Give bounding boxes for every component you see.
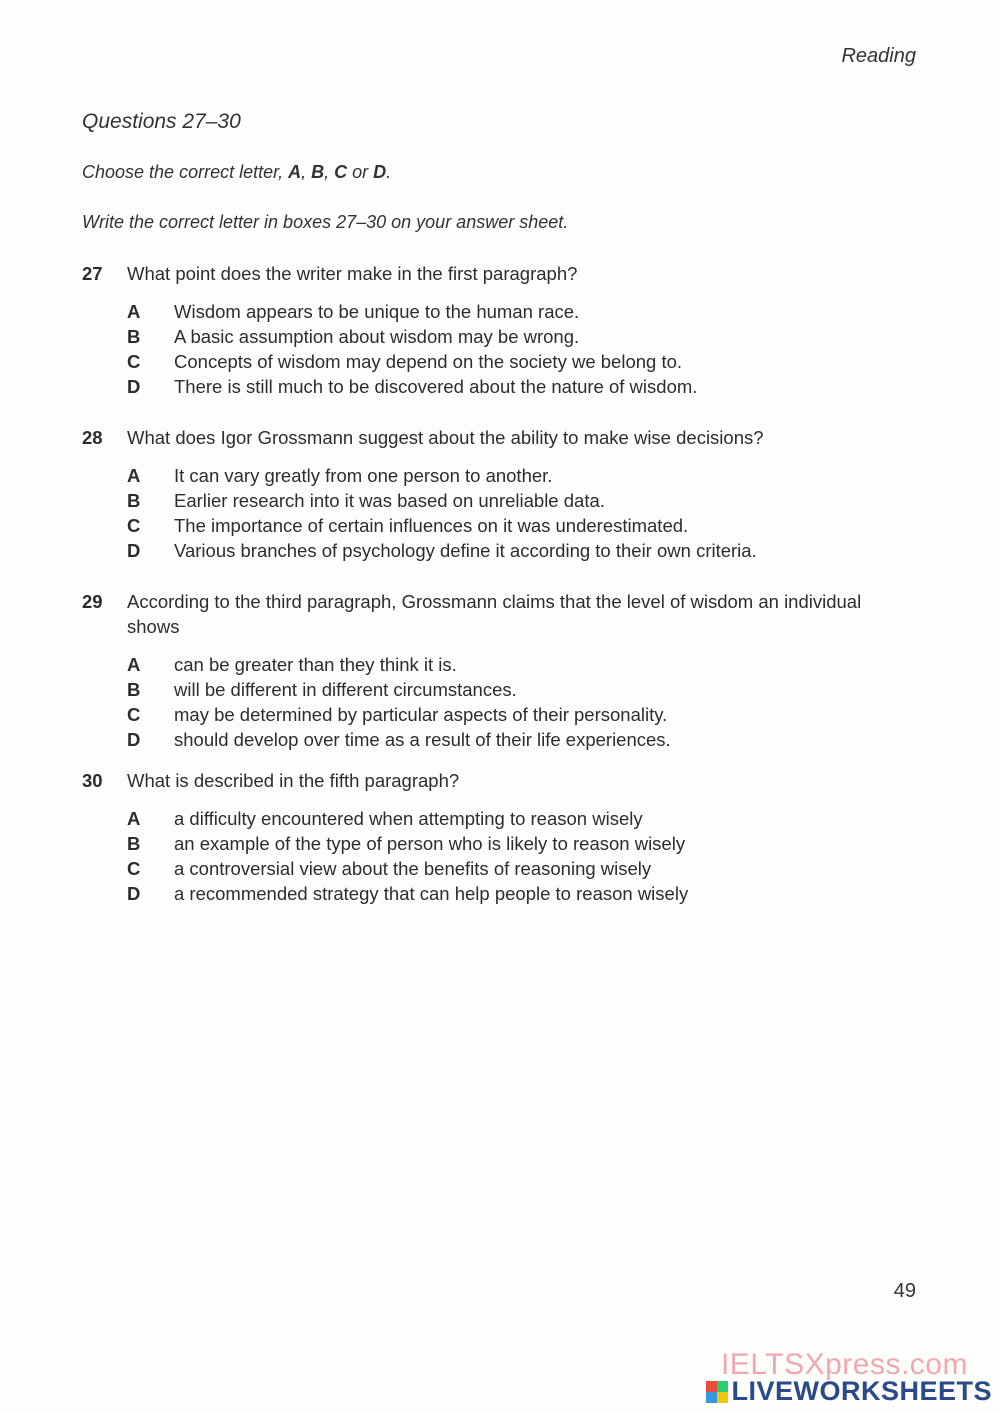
option-letter: C (127, 704, 141, 725)
option-letter: D (127, 540, 141, 561)
running-head: Reading (841, 45, 916, 67)
option-c[interactable] (127, 702, 902, 727)
question-27 (82, 261, 902, 399)
option-list (127, 652, 902, 752)
option-a[interactable] (127, 463, 902, 488)
option-list (127, 806, 902, 906)
section-title: Questions 27–30 (82, 110, 241, 133)
option-b[interactable] (127, 831, 902, 856)
option-text: will be different in different circumstances. (174, 679, 517, 700)
option-list (127, 463, 902, 563)
question-text: What is described in the fifth paragraph? (127, 770, 460, 791)
question-number: 30 (82, 770, 103, 791)
option-letter: B (127, 326, 141, 347)
option-text: There is still much to be discovered about the nature of wisdom. (174, 376, 698, 397)
instruction-sep: or (347, 162, 374, 182)
option-a[interactable] (127, 299, 902, 324)
liveworksheets-watermark (706, 1376, 992, 1407)
instruction-text: Choose the correct letter, (82, 162, 289, 182)
option-text: should develop over time as a result of their life experiences. (174, 729, 671, 750)
logo-tile (706, 1392, 717, 1403)
option-letter: D (127, 376, 141, 397)
option-letter: C (127, 858, 141, 879)
instruction-sep: , (324, 162, 335, 182)
option-letter: A (127, 808, 141, 829)
liveworksheets-text: LIVEWORKSHEETS (731, 1376, 992, 1406)
logo-tile (717, 1381, 728, 1392)
option-d[interactable] (127, 881, 902, 906)
option-text: a difficulty encountered when attempting to reason wisely (174, 808, 643, 829)
option-b[interactable] (127, 488, 902, 513)
question-header (82, 261, 902, 286)
logo-tile (717, 1392, 728, 1403)
option-text: can be greater than they think it is. (174, 654, 457, 675)
page-number: 49 (893, 1280, 916, 1302)
logo-tile (706, 1381, 717, 1392)
question-30 (82, 768, 902, 906)
question-number: 27 (82, 263, 103, 284)
option-letter: A (127, 465, 141, 486)
question-number: 28 (82, 427, 103, 448)
question-29 (82, 589, 902, 752)
instruction-letter-b: B (311, 162, 325, 182)
option-a[interactable] (127, 652, 902, 677)
option-letter: D (127, 729, 141, 750)
option-b[interactable] (127, 324, 902, 349)
option-letter: D (127, 883, 141, 904)
option-text: Earlier research into it was based on unreliable data. (174, 490, 605, 511)
question-text: What does Igor Grossmann suggest about the ability to make wise decisions? (127, 427, 764, 448)
option-a[interactable] (127, 806, 902, 831)
option-text: an example of the type of person who is likely to reason wisely (174, 833, 686, 854)
option-text: Various branches of psychology define it according to their own criteria. (174, 540, 757, 561)
option-d[interactable] (127, 374, 902, 399)
instruction-choose-letter (82, 162, 391, 183)
option-b[interactable] (127, 677, 902, 702)
option-letter: A (127, 301, 141, 322)
option-letter: B (127, 833, 141, 854)
option-text: It can vary greatly from one person to another. (174, 465, 553, 486)
option-text: a controversial view about the benefits of reasoning wisely (174, 858, 652, 879)
option-c[interactable] (127, 856, 902, 881)
option-letter: C (127, 351, 141, 372)
option-letter: B (127, 679, 141, 700)
question-header (82, 768, 902, 793)
option-d[interactable] (127, 538, 902, 563)
question-text: According to the third paragraph, Grossmann claims that the level of wisdom an individual shows (127, 591, 862, 637)
ieltsxpress-watermark: IELTSXpress.com (720, 1348, 968, 1381)
option-text: The importance of certain influences on it was underestimated. (174, 515, 689, 536)
instruction-sep: , (301, 162, 312, 182)
option-c[interactable] (127, 349, 902, 374)
question-text: What point does the writer make in the first paragraph? (127, 263, 578, 284)
instruction-letter-a: A (288, 162, 302, 182)
option-text: A basic assumption about wisdom may be wrong. (174, 326, 580, 347)
option-text: Wisdom appears to be unique to the human race. (174, 301, 580, 322)
option-letter: B (127, 490, 141, 511)
option-letter: A (127, 654, 141, 675)
instruction-answer-sheet: Write the correct letter in boxes 27–30 on your answer sheet. (82, 212, 569, 232)
option-text: may be determined by particular aspects of their personality. (174, 704, 668, 725)
question-number: 29 (82, 591, 103, 612)
instruction-text: . (386, 162, 392, 182)
instruction-letter-d: D (373, 162, 387, 182)
option-d[interactable] (127, 727, 902, 752)
option-text: Concepts of wisdom may depend on the society we belong to. (174, 351, 683, 372)
question-28 (82, 425, 902, 563)
option-list (127, 299, 902, 399)
instruction-letter-c: C (334, 162, 348, 182)
question-header (82, 425, 902, 450)
option-c[interactable] (127, 513, 902, 538)
option-letter: C (127, 515, 141, 536)
option-text: a recommended strategy that can help people to reason wisely (174, 883, 689, 904)
liveworksheets-logo-icon (706, 1381, 728, 1403)
question-header (82, 589, 902, 639)
